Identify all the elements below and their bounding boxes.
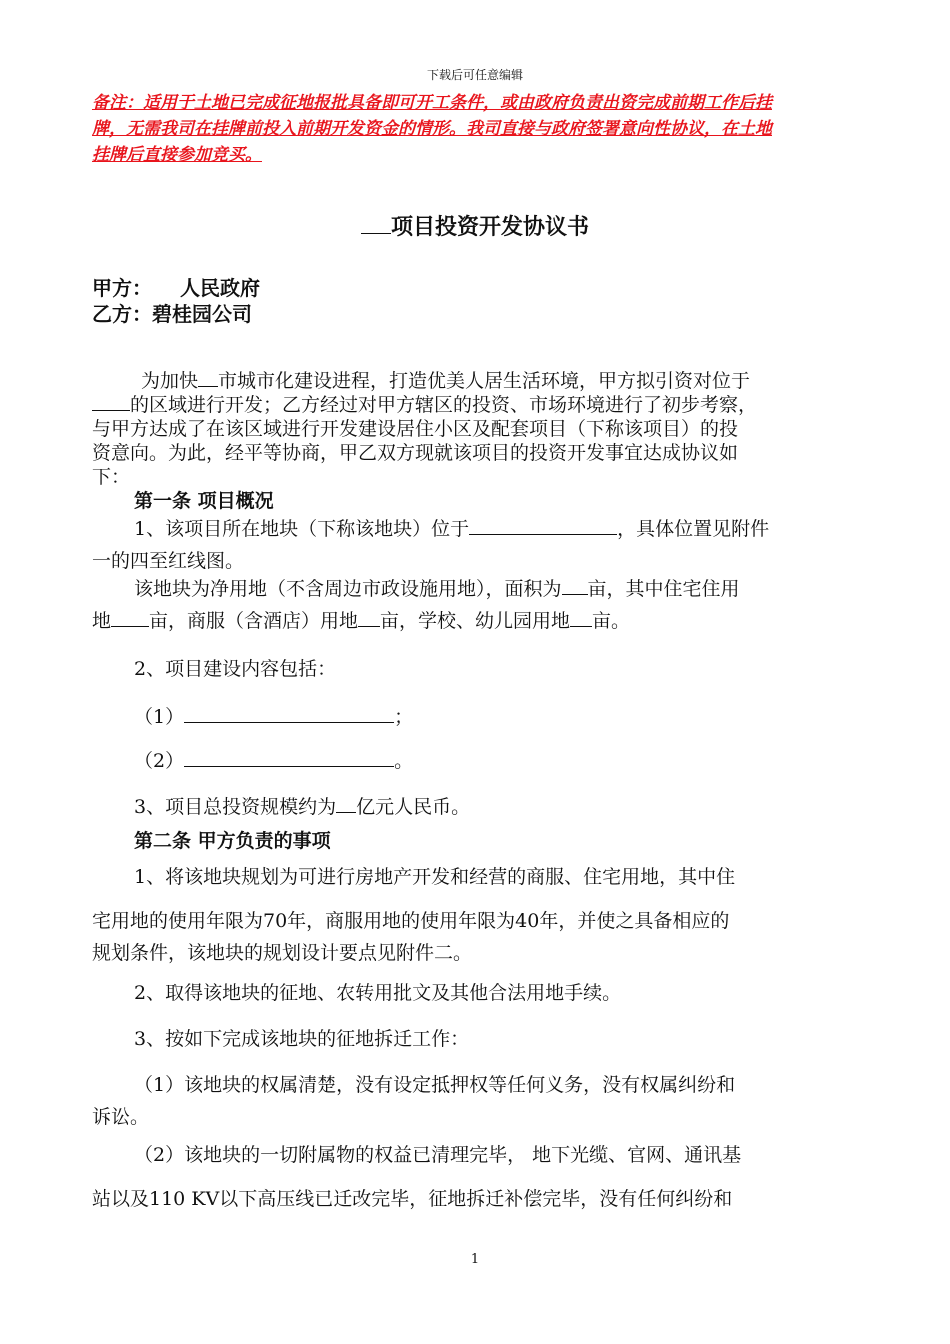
article1-area-line2: 地 亩，商服（含酒店）用地 亩，学校、幼儿园用地 亩。 <box>92 610 631 632</box>
article1-heading: 第一条 项目概况 <box>134 490 274 512</box>
remark-line-2: 牌，无需我司在挂牌前投入前期开发资金的情形。我司直接与政府签署意向性协议，在土地 <box>92 119 772 139</box>
article2-sub2-line1: （2）该地块的一切附属物的权益已清理完毕， 地下光缆、官网、通讯基 <box>134 1144 742 1166</box>
article2-item2: 2、取得该地块的征地、农转用批文及其他合法用地手续。 <box>134 982 622 1004</box>
article2-heading: 第二条 甲方负责的事项 <box>134 830 331 852</box>
party-b: 乙方：碧桂园公司 <box>92 302 252 326</box>
header-note: 下载后可任意编辑 <box>426 68 523 82</box>
article2-sub1-line2: 诉讼。 <box>92 1106 150 1128</box>
article1-sub2: （2） 。 <box>134 750 414 772</box>
intro-line-1: 为加快 市城市化建设进程，打造优美人居生活环境，甲方拟引资对位于 <box>141 370 751 392</box>
intro-line-5: 下： <box>92 466 131 488</box>
intro-line-4: 资意向。为此，经平等协商，甲乙双方现就该项目的投资开发事宜达成协议如 <box>92 442 739 464</box>
article2-item1-line1: 1、将该地块规划为可进行房地产开发和经营的商服、住宅用地，其中住 <box>134 866 736 888</box>
article1-item2: 2、项目建设内容包括： <box>134 658 337 680</box>
article2-item3: 3、按如下完成该地块的征地拆迁工作： <box>134 1028 470 1050</box>
document-title: 项目投资开发协议书 <box>0 210 950 241</box>
article1-area-line1: 该地块为净用地（不含周边市政设施用地），面积为 亩，其中住宅住用 <box>134 578 740 600</box>
title-blank <box>361 215 391 234</box>
article2-sub2-line2: 站以及110 KV以下高压线已迁改完毕，征地拆迁补偿完毕，没有任何纠纷和 <box>92 1188 733 1210</box>
article1-item3: 3、项目总投资规模约为 亿元人民币。 <box>134 796 471 818</box>
article1-sub1: （1） ； <box>134 706 414 728</box>
intro-line-3: 与甲方达成了在该区域进行开发建设居住小区及配套项目（下称该项目）的投 <box>92 418 739 440</box>
page-number: 1 <box>470 1252 480 1267</box>
article2-sub1-line1: （1）该地块的权属清楚，没有设定抵押权等任何义务，没有权属纠纷和 <box>134 1074 736 1096</box>
remark-line-3: 挂牌后直接参加竞买。 <box>92 145 262 165</box>
article2-item1-line3: 规划条件，该地块的规划设计要点见附件二。 <box>92 942 473 964</box>
article1-item1: 1、该项目所在地块（下称该地块）位于 ，具体位置见附件 <box>134 518 770 540</box>
article1-item1-cont: 一的四至红线图。 <box>92 550 245 572</box>
party-a: 甲方： 人民政府 <box>92 276 260 300</box>
intro-line-2: 的区域进行开发；乙方经过对甲方辖区的投资、市场环境进行了初步考察， <box>92 390 757 417</box>
remark-line-1: 备注：适用于土地已完成征地报批具备即可开工条件，或由政府负责出资完成前期工作后挂 <box>92 93 772 113</box>
article2-item1-line2: 宅用地的使用年限为70年，商服用地的使用年限为40年，并使之具备相应的 <box>92 910 730 932</box>
